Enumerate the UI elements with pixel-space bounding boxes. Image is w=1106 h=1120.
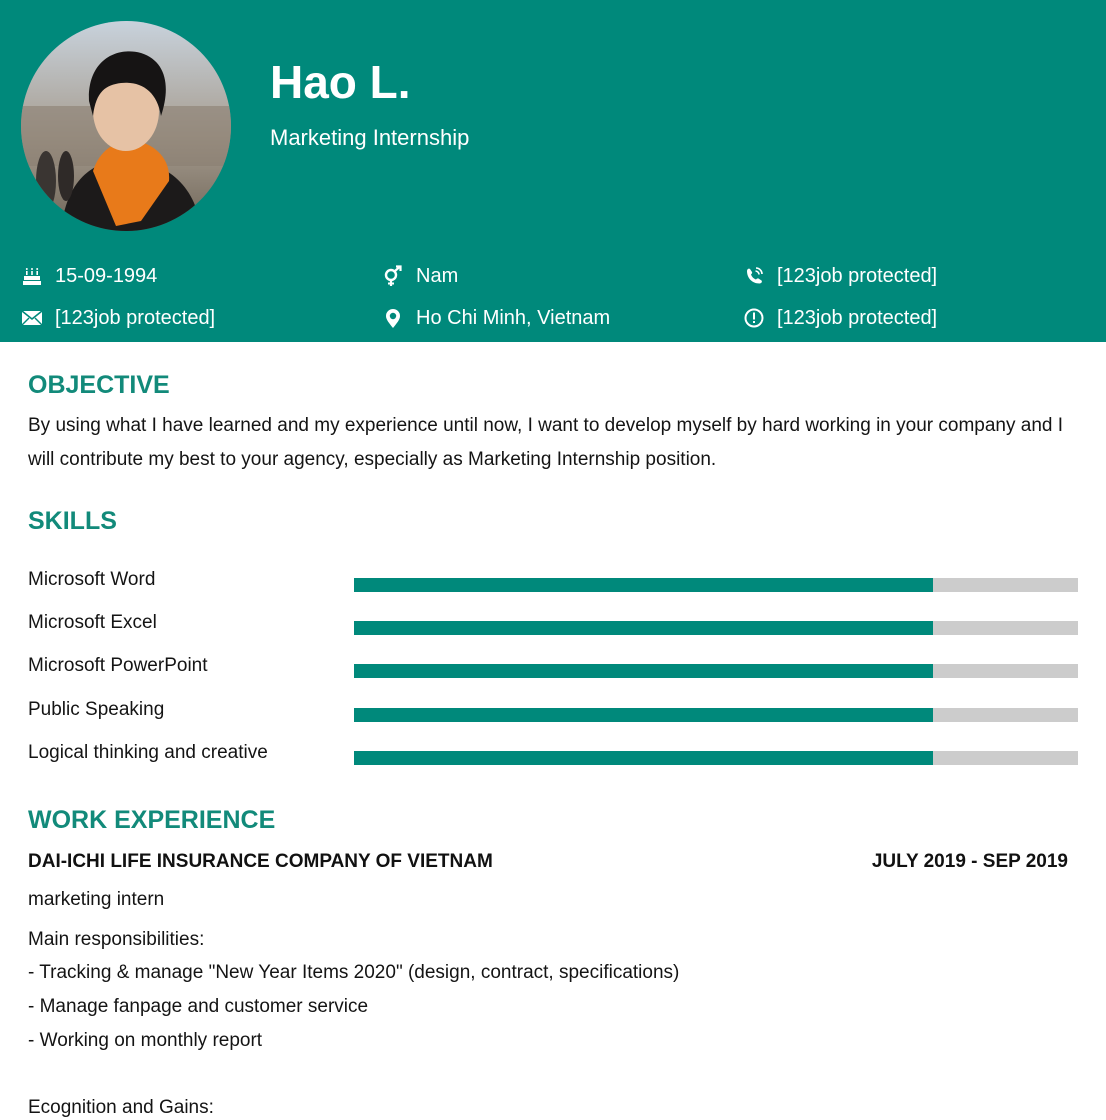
avatar <box>21 21 231 231</box>
skill-label: Logical thinking and creative <box>28 742 268 763</box>
skill-label: Public Speaking <box>28 699 165 720</box>
responsibilities-heading: Main responsibilities: <box>28 929 205 950</box>
email-value: [123job protected] <box>55 307 216 329</box>
profile-header <box>0 0 1106 342</box>
phone-icon <box>743 265 765 287</box>
skill-bar-fill <box>354 708 933 722</box>
skill-bar <box>354 708 1078 722</box>
work-experience-title: WORK EXPERIENCE <box>28 806 276 834</box>
skill-bar-fill <box>354 664 933 678</box>
extra-value: [123job protected] <box>777 307 938 329</box>
info-circle-icon <box>743 307 765 329</box>
skill-row <box>28 568 1078 598</box>
job-position: marketing intern <box>28 889 165 910</box>
skill-row <box>28 741 1078 771</box>
skill-bar-fill <box>354 751 933 765</box>
info-address <box>382 306 610 330</box>
candidate-role: Marketing Internship <box>270 125 470 150</box>
envelope-icon <box>21 307 43 329</box>
responsibility-item: - Tracking & manage "New Year Items 2020" (design, contract, specifications) <box>28 962 680 983</box>
gender-icon <box>382 265 404 287</box>
skill-bar <box>354 621 1078 635</box>
responsibility-item: - Manage fanpage and customer service <box>28 996 369 1017</box>
skill-row <box>28 654 1078 684</box>
phone-value: [123job protected] <box>777 265 938 287</box>
job-period: JULY 2019 - SEP 2019 <box>871 851 1068 872</box>
objective-text: By using what I have learned and my experience until now, I want to develop myself by hard working in your company and I will contribute my best to your agency, especially as Marketing Internship position. <box>28 415 1064 470</box>
skill-row <box>28 611 1078 641</box>
info-birthdate <box>21 264 157 288</box>
info-email <box>21 306 215 330</box>
gains-heading: Ecognition and Gains: <box>28 1097 214 1118</box>
skill-bar <box>354 664 1078 678</box>
skill-label: Microsoft Word <box>28 569 156 590</box>
skill-bar-fill <box>354 578 933 592</box>
skill-bar <box>354 751 1078 765</box>
candidate-name: Hao L. <box>270 56 411 108</box>
skill-label: Microsoft Excel <box>28 612 157 633</box>
info-gender <box>382 264 458 288</box>
skill-label: Microsoft PowerPoint <box>28 655 208 676</box>
skill-row <box>28 698 1078 728</box>
info-phone <box>743 264 937 288</box>
address-value: Ho Chi Minh, Vietnam <box>416 307 611 329</box>
skill-bar-fill <box>354 621 933 635</box>
map-pin-icon <box>382 307 404 329</box>
info-extra <box>743 306 937 330</box>
gender-value: Nam <box>416 265 459 287</box>
skill-bar <box>354 578 1078 592</box>
birthdate-value: 15-09-1994 <box>55 265 158 287</box>
objective-title: OBJECTIVE <box>28 371 170 399</box>
job-company: DAI-ICHI LIFE INSURANCE COMPANY OF VIETNAM <box>28 851 493 872</box>
responsibility-item: - Working on monthly report <box>28 1030 263 1051</box>
skills-title: SKILLS <box>28 507 117 535</box>
birthday-cake-icon <box>21 265 43 287</box>
